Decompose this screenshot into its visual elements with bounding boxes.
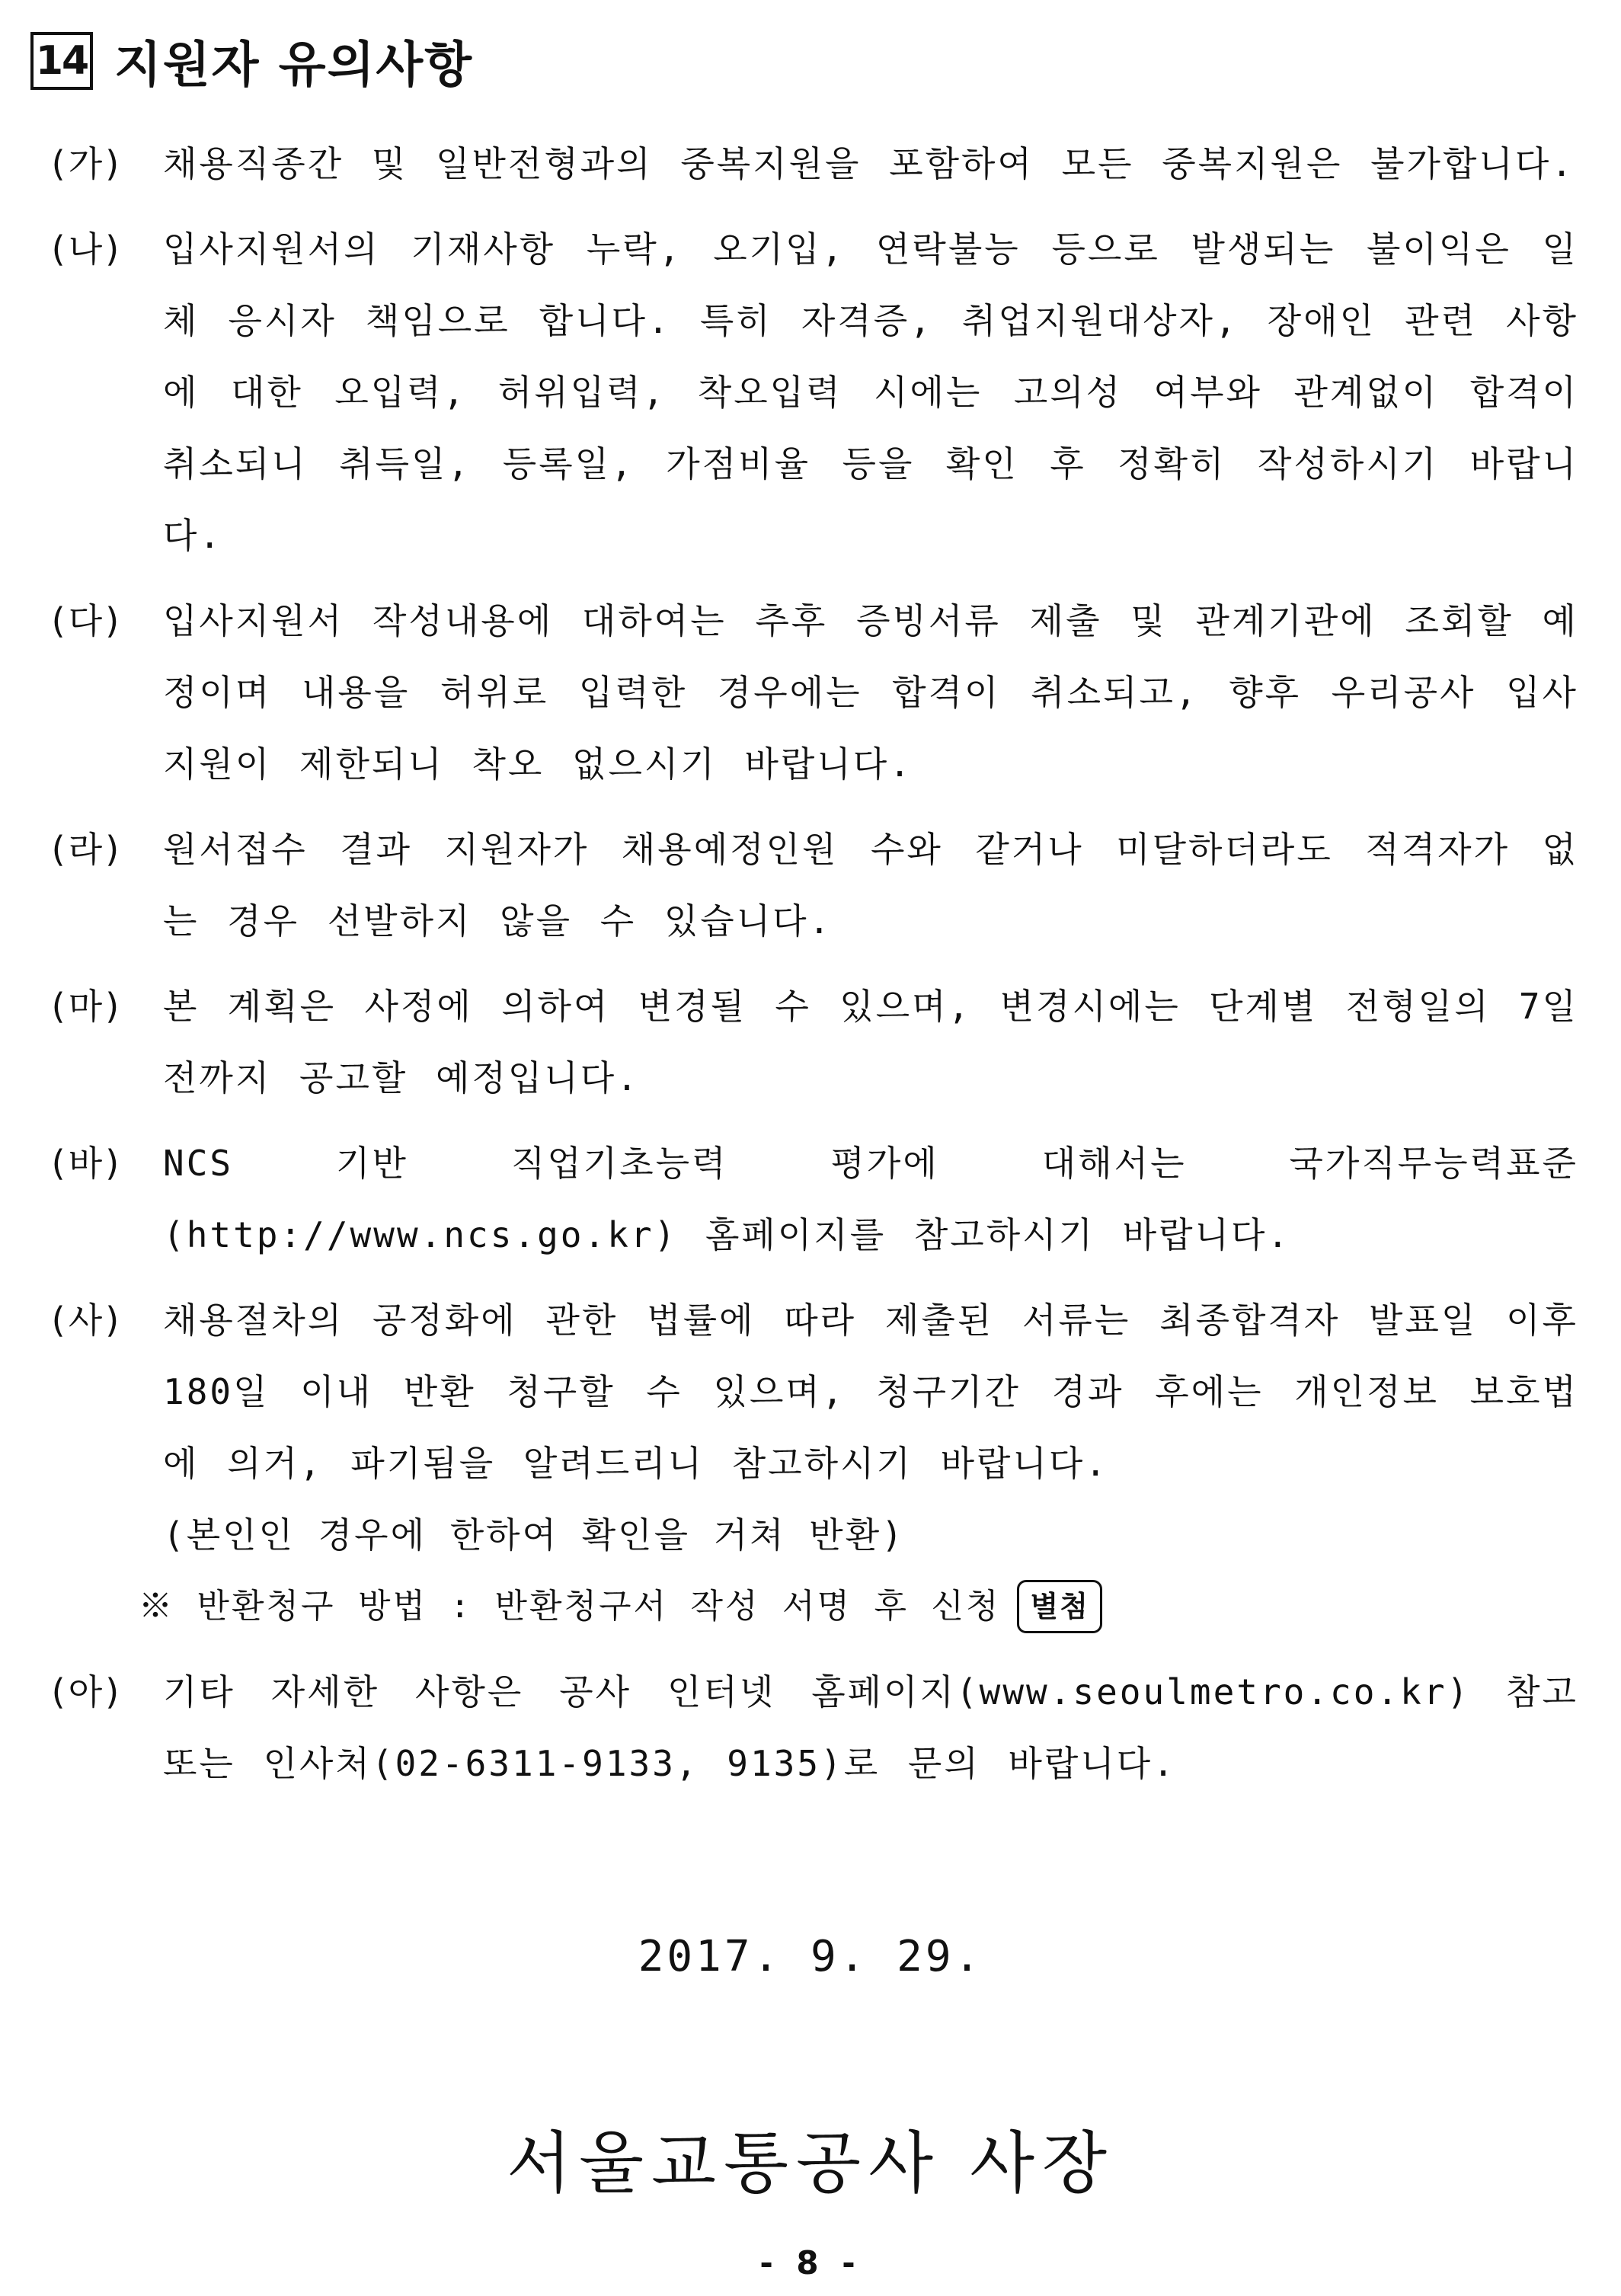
notice-item-ra	[47, 814, 1578, 957]
notice-item-ba	[47, 1127, 1578, 1271]
notice-list	[47, 128, 1578, 1813]
issuer-signature: 서울교통공사 사장	[506, 2124, 1115, 2202]
item-text: 기타 자세한 사항은 공사 인터넷 홈페이지(www.seoulmetro.co.kr) 참고 또는 인사처(02-6311-9133, 9135)로 문의 바랍니다.	[163, 1671, 1578, 1784]
item-text: 입사지원서 작성내용에 대하여는 추후 증빙서류 제출 및 관계기관에 조회할 예정이며 내용을 허위로 입력한 경우에는 합격이 취소되고, 향후 우리공사 입사지원이 제한되니 착오 없으시기 바랍니다.	[163, 600, 1578, 785]
item-text: 본 계획은 사정에 의하여 변경될 수 있으며, 변경시에는 단계별 전형일의 7일전까지 공고할 예정입니다.	[163, 986, 1578, 1098]
item-marker: (가)	[47, 143, 123, 184]
item-marker: (마)	[47, 986, 123, 1027]
notice-item-na	[47, 213, 1578, 571]
notice-item-sa	[47, 1284, 1578, 1642]
section-number-box: 14	[30, 32, 93, 90]
page-number: - 8 -	[759, 2244, 862, 2282]
notice-item-ga	[47, 128, 1578, 200]
note-text: ※ 반환청구 방법 : 반환청구서 작성 서명 후 신청	[139, 1587, 1001, 1626]
notice-item-ma	[47, 971, 1578, 1114]
item-marker: (라)	[47, 829, 123, 870]
item-marker: (나)	[47, 229, 123, 270]
item-text: 원서접수 결과 지원자가 채용예정인원 수와 같거나 미달하더라도 적격자가 없는 경우 선발하지 않을 수 있습니다.	[163, 829, 1578, 942]
item-sub-line: (본인인 경우에 한하여 확인을 거쳐 반환)	[163, 1514, 905, 1556]
item-marker: (바)	[47, 1143, 123, 1184]
notice-item-da	[47, 585, 1578, 800]
item-text: 채용직종간 및 일반전형과의 중복지원을 포함하여 모든 중복지원은 불가합니다.	[163, 143, 1575, 184]
attachment-badge: 별첨	[1017, 1580, 1101, 1633]
item-marker: (사)	[47, 1300, 123, 1341]
item-text: NCS 기반 직업기초능력 평가에 대해서는 국가직무능력표준(http://www.ncs.go.kr) 홈페이지를 참고하시기 바랍니다.	[163, 1143, 1578, 1255]
return-request-note	[139, 1571, 1578, 1642]
section-header	[30, 27, 473, 94]
announcement-date: 2017. 9. 29.	[638, 1932, 983, 1981]
item-text: 입사지원서의 기재사항 누락, 오기입, 연락불능 등으로 발생되는 불이익은 일체 응시자 책임으로 합니다. 특히 자격증, 취업지원대상자, 장애인 관련 사항에 대한 오입력, 허위입력, 착오입력 시에는 고의성 여부와 관계없이 합격이 취소되니 취득일, 등록일, 가점비율 등을 확인 후 정확히 작성하시기 바랍니다.	[163, 229, 1578, 556]
item-marker: (다)	[47, 600, 123, 641]
item-marker: (아)	[47, 1671, 123, 1712]
section-title: 지원자 유의사항	[114, 37, 474, 94]
notice-item-a	[47, 1656, 1578, 1799]
item-text: 채용절차의 공정화에 관한 법률에 따라 제출된 서류는 최종합격자 발표일 이후 180일 이내 반환 청구할 수 있으며, 청구기간 경과 후에는 개인정보 보호법에 의거, 파기됨을 알려드리니 참고하시기 바랍니다.	[163, 1300, 1578, 1484]
